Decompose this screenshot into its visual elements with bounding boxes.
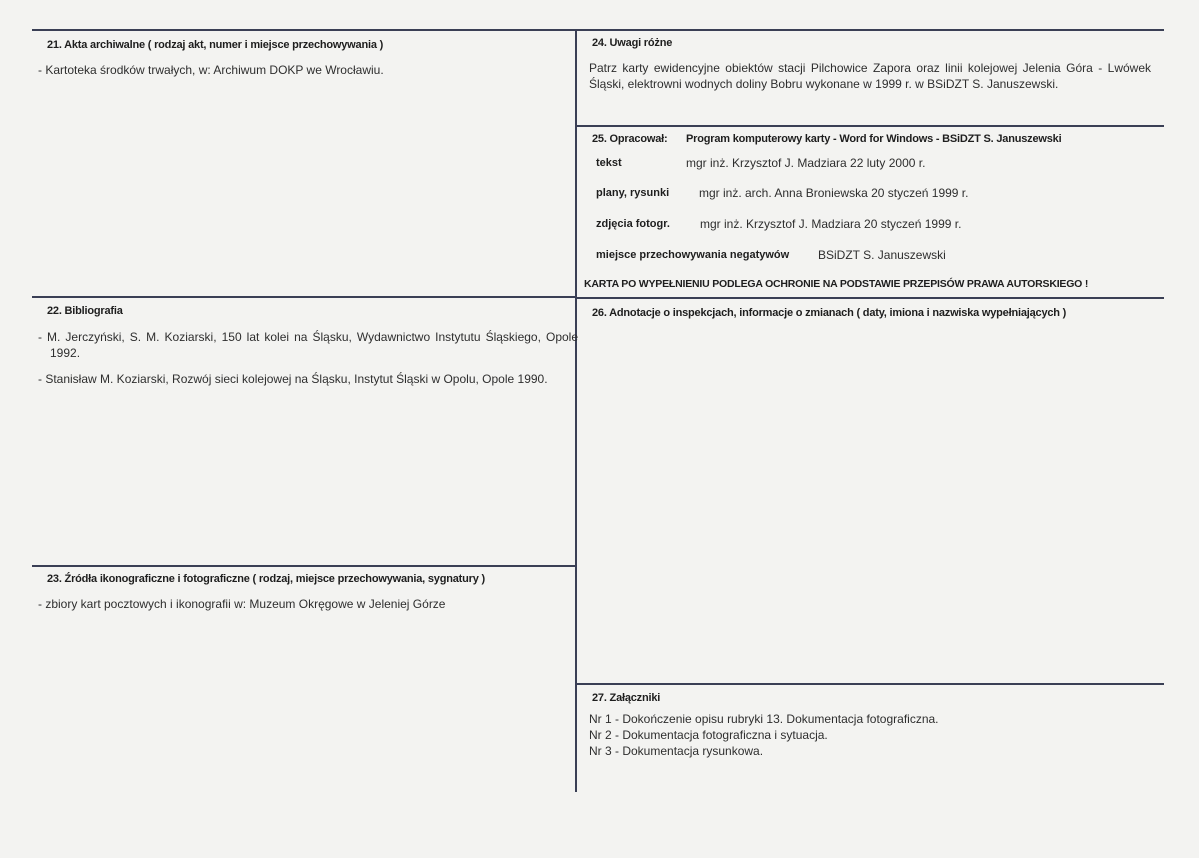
section-24-text: Patrz karty ewidencyjne obiektów stacji Pilchowice Zapora oraz linii kolejowej Jelenia Góra - Lwówek Śląski, elektrowni wodnych doliny Bobru wykonane w 1999 r. w BSiDZT S. Januszewski. (589, 61, 1151, 91)
section-23-header: 23. Źródła ikonograficzne i fotograficzne ( rodzaj, miejsce przechowywania, sygnatury ) (47, 573, 485, 585)
rule-25 (577, 125, 1164, 127)
attachment-item: Nr 2 - Dokumentacja fotograficzna i sytuacja. (589, 728, 828, 742)
row-label-photos: zdjęcia fotogr. (596, 218, 670, 230)
center-divider (575, 29, 577, 792)
section-25-header-value: Program komputerowy karty - Word for Windows - BSiDZT S. Januszewski (686, 133, 1062, 145)
row-label-drawings: plany, rysunki (596, 187, 670, 199)
rule-22 (32, 296, 575, 298)
rule-23 (32, 565, 575, 567)
row-label-text: tekst (596, 157, 622, 169)
row-label-negatives: miejsce przechowywania negatywów (596, 249, 790, 261)
row-value-photos: mgr inż. Krzysztof J. Madziara 20 styczeń 1999 r. (700, 217, 962, 231)
rule-27 (577, 683, 1164, 685)
section-21-header: 21. Akta archiwalne ( rodzaj akt, numer i miejsce przechowywania ) (47, 39, 384, 51)
bibliography-item: - Stanisław M. Koziarski, Rozwój sieci kolejowej na Śląsku, Instytut Śląski w Opolu, Opole 1990. (38, 372, 548, 386)
section-26-header: 26. Adnotacje o inspekcjach, informacje o zmianach ( daty, imiona i nazwiska wypełniających ) (592, 307, 1067, 319)
copyright-notice: KARTA PO WYPEŁNIENIU PODLEGA OCHRONIE NA PODSTAWIE PRZEPISÓW PRAWA AUTORSKIEGO ! (584, 278, 1089, 290)
attachment-item: Nr 1 - Dokończenie opisu rubryki 13. Dokumentacja fotograficzna. (589, 712, 939, 726)
top-rule (32, 29, 1164, 31)
section-23-text: - zbiory kart pocztowych i ikonografii w: Muzeum Okręgowe w Jeleniej Górze (38, 597, 446, 611)
bibliography-item: - M. Jerczyński, S. M. Koziarski, 150 lat kolei na Śląsku, Wydawnictwo Instytutu Śląskiego, Opole 1992. (38, 330, 578, 360)
section-24-header: 24. Uwagi różne (592, 37, 673, 49)
row-value-text: mgr inż. Krzysztof J. Madziara 22 luty 2000 r. (686, 156, 926, 170)
rule-26 (577, 297, 1164, 299)
section-25-header-label: 25. Opracował: (592, 133, 668, 145)
row-value-drawings: mgr inż. arch. Anna Broniewska 20 styczeń 1999 r. (699, 186, 969, 200)
section-27-header: 27. Załączniki (592, 692, 661, 704)
section-21-text: - Kartoteka środków trwałych, w: Archiwum DOKP we Wrocławiu. (38, 63, 384, 77)
row-value-negatives: BSiDZT S. Januszewski (818, 248, 946, 262)
attachment-item: Nr 3 - Dokumentacja rysunkowa. (589, 744, 764, 758)
section-22-header: 22. Bibliografia (47, 305, 123, 317)
